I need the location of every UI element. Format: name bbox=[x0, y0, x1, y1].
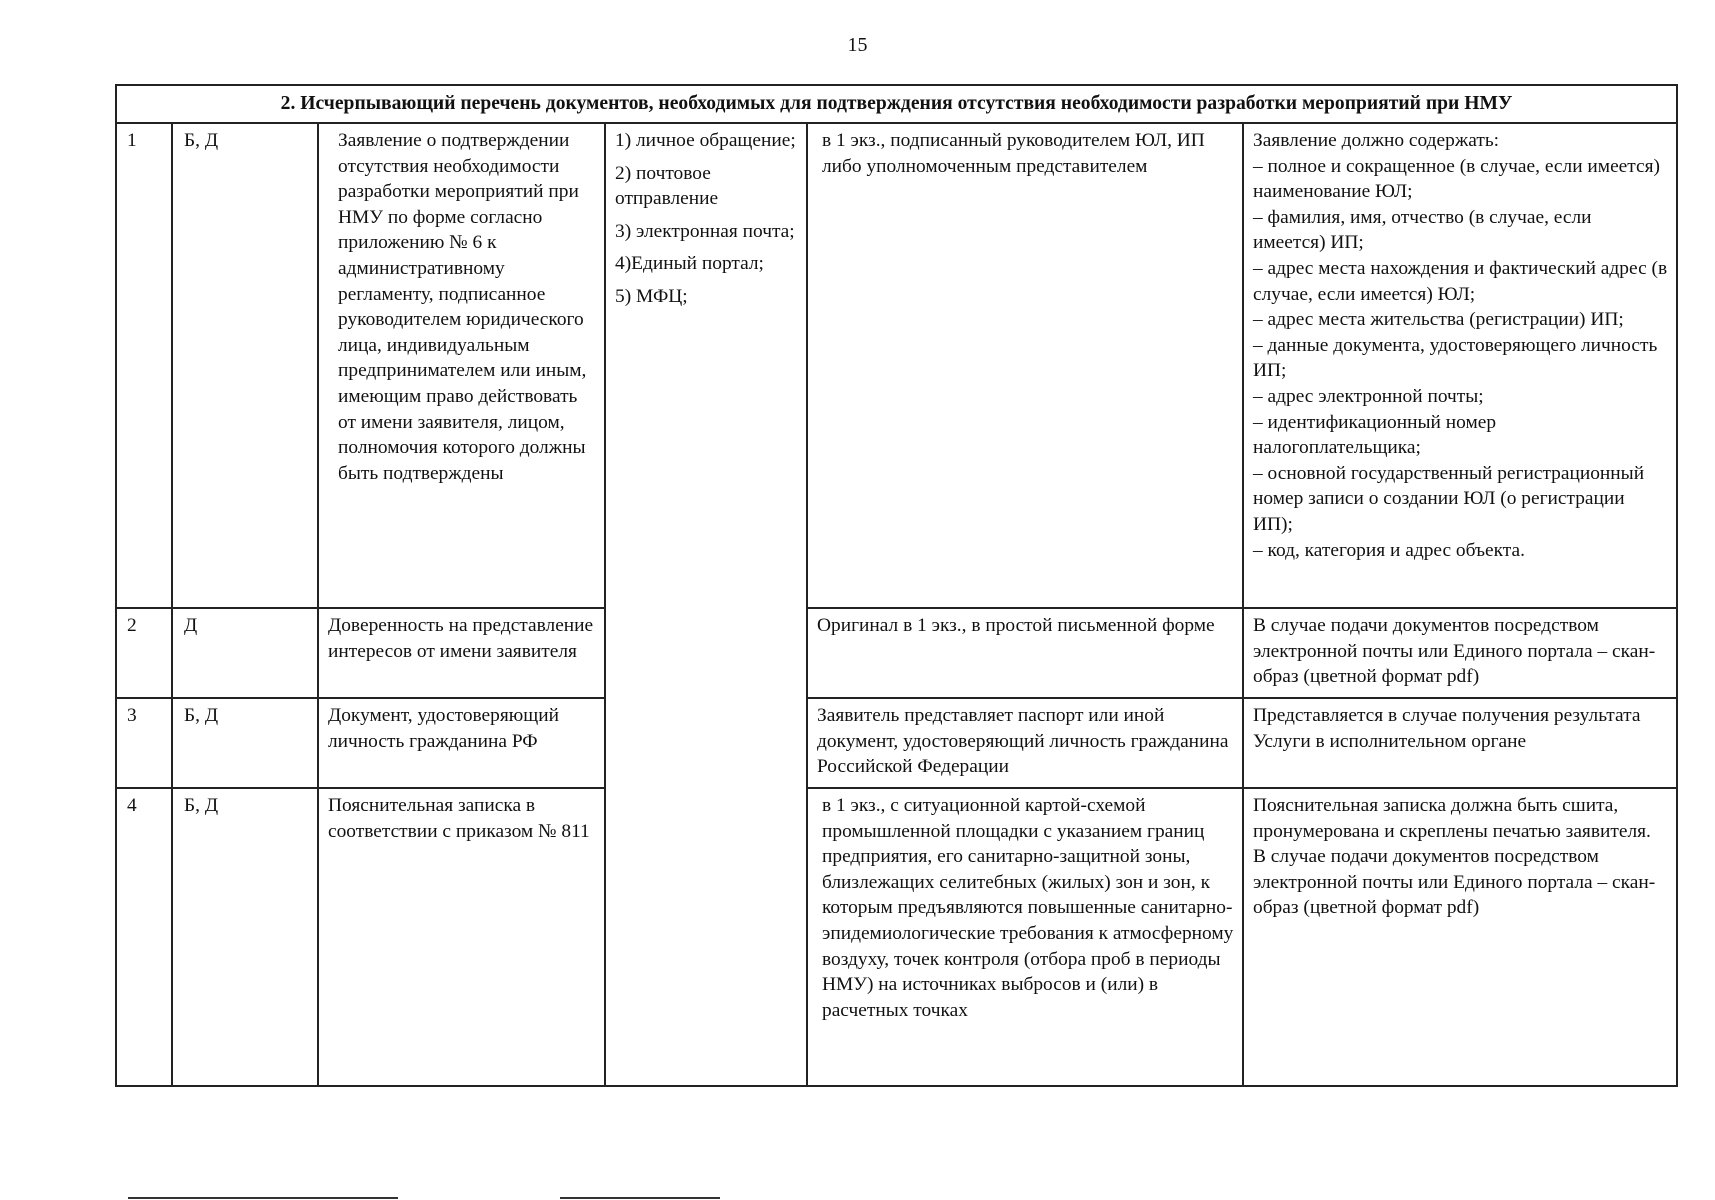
row-number: 2 bbox=[116, 608, 172, 698]
note-line: Заявление должно содержать: bbox=[1253, 130, 1500, 151]
document-name: Доверенность на представление интересов от имени заявителя bbox=[318, 608, 605, 698]
notes bbox=[1243, 123, 1677, 608]
applicant-category: Д bbox=[172, 608, 318, 698]
page-number: 15 bbox=[847, 34, 868, 56]
note-line: – код, категория и адрес объекта. bbox=[1253, 539, 1525, 561]
table-row bbox=[116, 788, 1677, 1086]
applicant-category: Б, Д bbox=[172, 698, 318, 788]
form-requirements: в 1 экз., с ситуационной картой-схемой промышленной площадки с указанием границ предприятия, его санитарно-защитной зоны, близлежащих селитебных (жилых) зон и зон, к которым предъявляются повышенные санитарно-эпидемиологические требования к атмосферному воздуху, точек контроля (отбора проб в периоды НМУ) на источниках выбросов и (или) в расчетных точках bbox=[807, 788, 1243, 1086]
channel-item: 4)Единый портал; bbox=[615, 253, 764, 275]
document-name: Заявление о подтверждении отсутствия необходимости разработки мероприятий при НМУ по форме согласно приложению № 6 к административному регламенту, подписанное руководителем юридического лица, индивидуальным предпринимателем или иным, имеющим право действовать от имени заявителя, лицом, полномочия которого должны быть подтверждены bbox=[318, 123, 605, 608]
document-name: Пояснительная записка в соответствии с приказом № 811 bbox=[318, 788, 605, 1086]
notes bbox=[1243, 608, 1677, 698]
note-line: – адрес электронной почты; bbox=[1253, 385, 1484, 407]
row-number: 4 bbox=[116, 788, 172, 1086]
note-line: – данные документа, удостоверяющего личность ИП; bbox=[1253, 334, 1658, 382]
applicant-category: Б, Д bbox=[172, 123, 318, 608]
table-row bbox=[116, 608, 1677, 698]
form-requirements: Оригинал в 1 экз., в простой письменной форме bbox=[807, 608, 1243, 698]
form-requirements: в 1 экз., подписанный руководителем ЮЛ, ИП либо уполномоченным представителем bbox=[807, 123, 1243, 608]
channel-item: 1) личное обращение; bbox=[615, 130, 796, 151]
row-number: 3 bbox=[116, 698, 172, 788]
document-name: Документ, удостоверяющий личность гражданина РФ bbox=[318, 698, 605, 788]
form-requirements: Заявитель представляет паспорт или иной документ, удостоверяющий личность гражданина Российской Федерации bbox=[807, 698, 1243, 788]
applicant-category: Б, Д bbox=[172, 788, 318, 1086]
section-title: 2. Исчерпывающий перечень документов, необходимых для подтверждения отсутствия необходимости разработки мероприятий при НМУ bbox=[116, 85, 1677, 123]
note-line: – идентификационный номер налогоплательщика; bbox=[1253, 411, 1497, 459]
note-line: В случае подачи документов посредством электронной почты или Единого портала – скан-образ (цветной формат pdf) bbox=[1253, 615, 1656, 688]
note-line: – адрес места нахождения и фактический адрес (в случае, если имеется) ЮЛ; bbox=[1253, 257, 1668, 305]
notes bbox=[1243, 788, 1677, 1086]
note-line: Представляется в случае получения результата Услуги в исполнительном органе bbox=[1253, 705, 1641, 752]
section-heading-row bbox=[116, 85, 1677, 123]
note-line: – фамилия, имя, отчество (в случае, если имеется) ИП; bbox=[1253, 206, 1592, 254]
documents-table bbox=[115, 84, 1678, 1087]
note-line: – полное и сокращенное (в случае, если имеется) наименование ЮЛ; bbox=[1253, 155, 1660, 203]
channel-item: 2) почтовое отправление bbox=[615, 162, 719, 210]
footer-rule bbox=[128, 1197, 398, 1199]
table-row bbox=[116, 698, 1677, 788]
footer-rule bbox=[560, 1197, 720, 1199]
note-line: В случае подачи документов посредством электронной почты или Единого портала – скан-образ (цветной формат pdf) bbox=[1253, 846, 1656, 919]
note-line: – адрес места жительства (регистрации) ИП; bbox=[1253, 309, 1624, 331]
submission-channels bbox=[605, 123, 807, 1086]
table-row bbox=[116, 123, 1677, 608]
channel-item: 5) МФЦ; bbox=[615, 285, 688, 307]
note-line: – основной государственный регистрационный номер записи о создании ЮЛ (о регистрации ИП); bbox=[1253, 462, 1645, 535]
notes bbox=[1243, 698, 1677, 788]
channel-item: 3) электронная почта; bbox=[615, 220, 795, 242]
row-number: 1 bbox=[116, 123, 172, 608]
note-line: Пояснительная записка должна быть сшита, пронумерована и скреплены печатью заявителя. bbox=[1253, 795, 1651, 842]
